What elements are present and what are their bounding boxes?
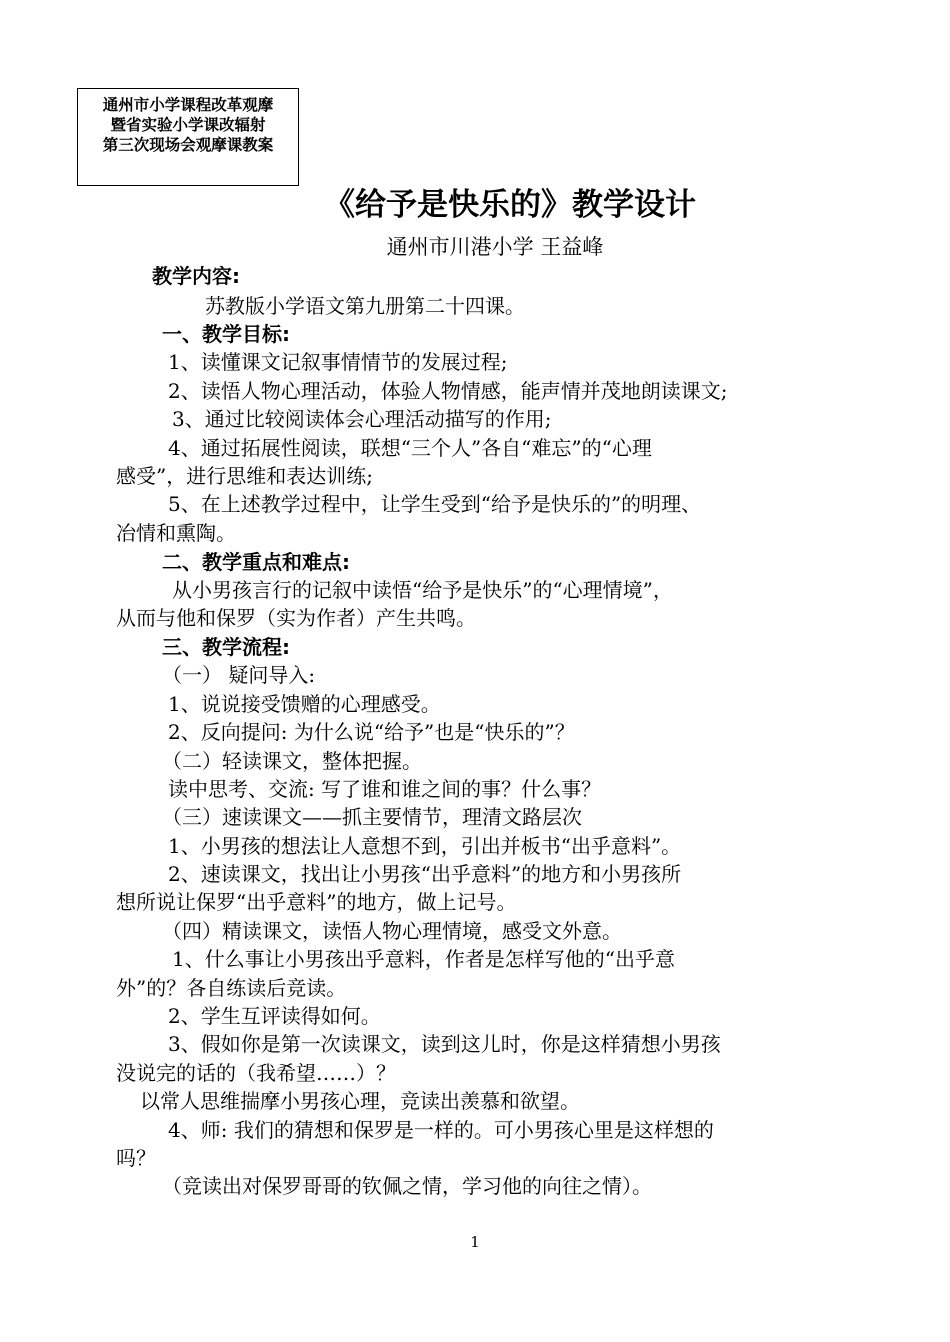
page-number: 1 bbox=[470, 1233, 480, 1251]
body-line: 1、读懂课文记叙事情情节的发展过程; bbox=[168, 350, 508, 374]
body-line: 苏教版小学语文第九册第二十四课。 bbox=[205, 294, 525, 318]
body-line: （竞读出对保罗哥哥的钦佩之情，学习他的向往之情）。 bbox=[162, 1174, 652, 1198]
body-line: 吗？ bbox=[116, 1146, 156, 1170]
header-box-line: 暨省实验小学课改辐射 bbox=[110, 116, 266, 134]
body-line: 冶情和熏陶。 bbox=[116, 521, 236, 545]
section-heading: 二、教学重点和难点: bbox=[162, 550, 350, 574]
body-line: （四）精读课文，读悟人物心理情境，感受文外意。 bbox=[162, 919, 622, 943]
body-line: 没说完的话的（我希望……）？ bbox=[116, 1061, 396, 1085]
body-line: 3、通过比较阅读体会心理活动描写的作用; bbox=[172, 407, 552, 431]
body-line: 4、师: 我们的猜想和保罗是一样的。可小男孩心里是这样想的 bbox=[168, 1118, 714, 1142]
header-box-line: 通州市小学课程改革观摩 bbox=[102, 96, 274, 114]
section-heading: 三、教学流程: bbox=[162, 635, 290, 659]
header-box bbox=[77, 88, 299, 186]
section-heading: 教学内容: bbox=[152, 264, 240, 288]
body-line: 3、假如你是第一次读课文，读到这儿时，你是这样猜想小男孩 bbox=[168, 1032, 721, 1056]
section-heading: 一、教学目标: bbox=[162, 322, 290, 346]
body-line: （三）速读课文——抓主要情节，理清文路层次 bbox=[162, 805, 582, 829]
body-line: 感受”，进行思维和表达训练; bbox=[116, 464, 373, 488]
header-box-line: 第三次现场会观摩课教案 bbox=[102, 136, 274, 154]
body-line: 从小男孩言行的记叙中读悟“给予是快乐”的“心理情境”， bbox=[172, 578, 673, 602]
body-line: 2、速读课文，找出让小男孩“出乎意料”的地方和小男孩所 bbox=[168, 862, 682, 886]
body-line: 想所说让保罗“出乎意料”的地方，做上记号。 bbox=[116, 890, 517, 914]
body-line: 4、通过拓展性阅读，联想“三个人”各自“难忘”的“心理 bbox=[168, 436, 652, 460]
body-line: 1、什么事让小男孩出乎意料，作者是怎样写他的“出乎意 bbox=[172, 947, 675, 971]
body-line: 2、读悟人物心理活动，体验人物情感，能声情并茂地朗读课文; bbox=[168, 379, 728, 403]
body-line: （一） 疑问导入: bbox=[162, 663, 316, 687]
body-line: 以常人思维揣摩小男孩心理，竞读出羡慕和欲望。 bbox=[140, 1089, 580, 1113]
body-line: 2、反向提问: 为什么说“给予”也是“快乐的”？ bbox=[168, 720, 575, 744]
body-line: 1、小男孩的想法让人意想不到，引出并板书“出乎意料”。 bbox=[168, 834, 682, 858]
body-line: 读中思考、交流: 写了谁和谁之间的事？什么事？ bbox=[168, 777, 602, 801]
body-line: （二）轻读课文，整体把握。 bbox=[162, 749, 422, 773]
author-line: 通州市川港小学 王益峰 bbox=[386, 235, 604, 259]
body-line: 5、在上述教学过程中，让学生受到“给予是快乐的”的明理、 bbox=[168, 492, 702, 516]
document-title: 《给予是快乐的》教学设计 bbox=[324, 187, 696, 223]
body-line: 从而与他和保罗（实为作者）产生共鸣。 bbox=[116, 606, 476, 630]
body-line: 外”的？各自练读后竞读。 bbox=[116, 976, 347, 1000]
body-line: 2、学生互评读得如何。 bbox=[168, 1004, 381, 1028]
body-line: 1、说说接受馈赠的心理感受。 bbox=[168, 692, 441, 716]
